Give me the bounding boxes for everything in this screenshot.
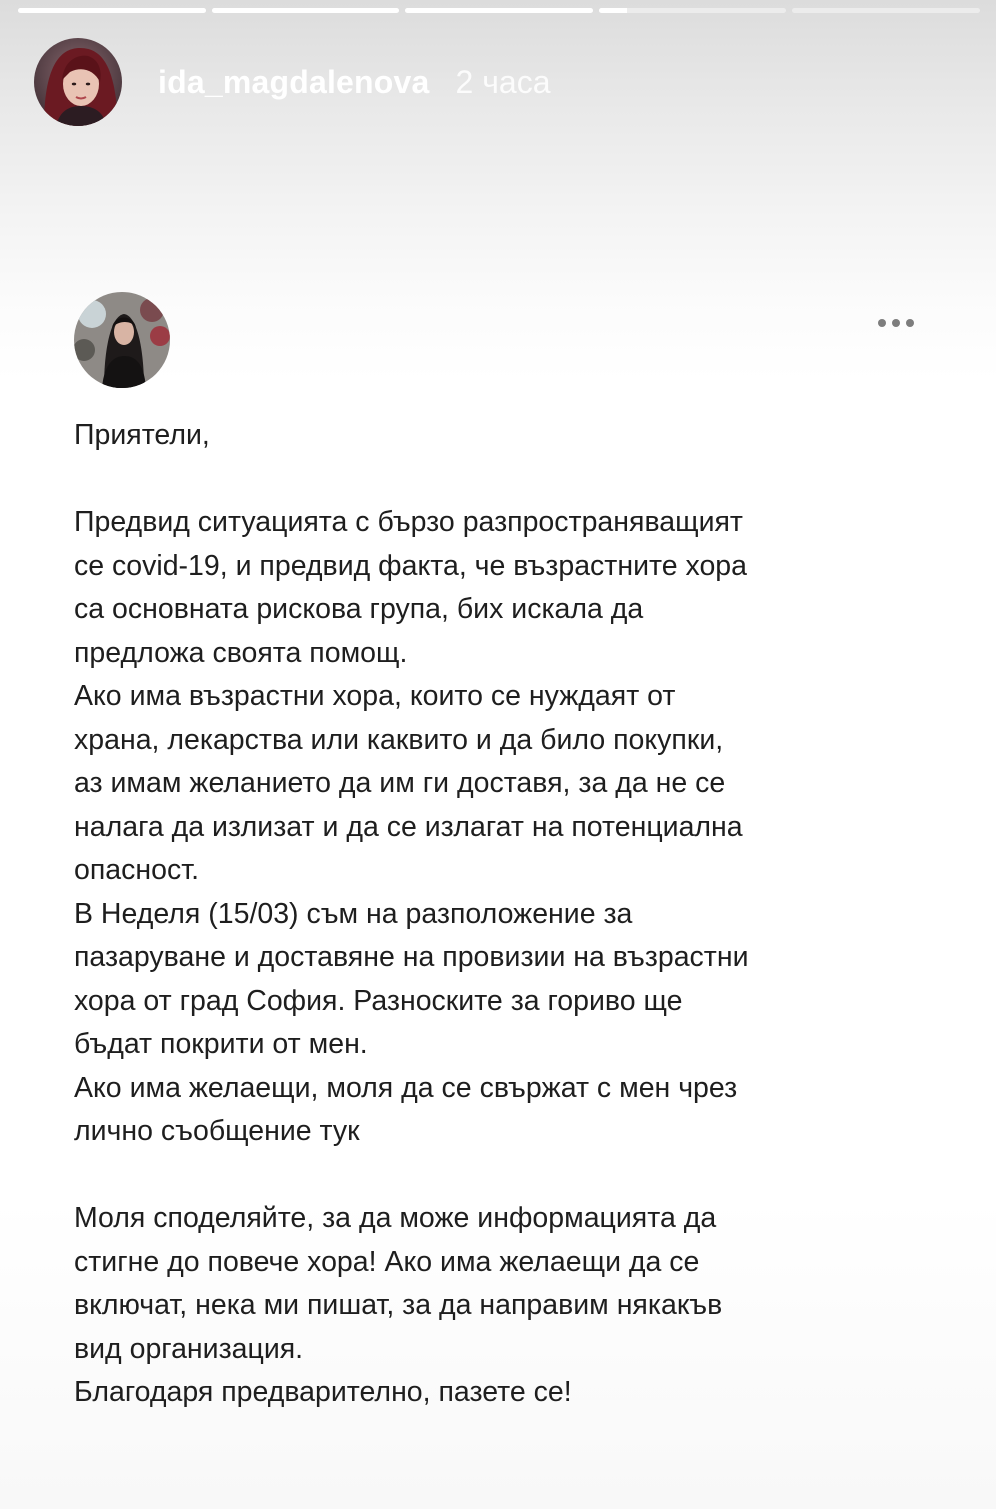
post-line: лично съобщение тук — [74, 1115, 360, 1147]
post-line: включат, нека ми пишат, за да направим някакъв — [74, 1289, 723, 1321]
post-line: Приятели, — [74, 419, 210, 451]
facebook-post — [74, 292, 924, 1415]
more-horizontal-icon[interactable] — [874, 312, 918, 334]
post-line: се covid-19, и предвид факта, че възрастните хора — [74, 549, 748, 582]
story-progress-segment — [599, 8, 787, 13]
post-line: храна, лекарства или каквито и да било покупки, — [74, 723, 724, 756]
post-text — [74, 414, 924, 1415]
story-progress-fill — [599, 8, 627, 13]
post-line: налага да излизат и да се излагат на потенциална — [74, 810, 743, 843]
post-author-avatar[interactable] — [74, 292, 170, 388]
post-line: са основната рискова група, бих искала да — [74, 593, 644, 625]
post-line: пазаруване и доставяне на провизии на възрастни — [74, 941, 749, 973]
post-line: В Неделя (15/03) съм на разположение за — [74, 897, 633, 930]
post-paragraph-gap — [74, 1154, 924, 1198]
post-line: вид организация. — [74, 1332, 304, 1365]
story-avatar[interactable] — [34, 38, 122, 126]
story-progress-fill — [18, 8, 206, 13]
post-line: предложа своята помощ. — [74, 636, 408, 669]
post-line: хора от град София. Разноските за гориво ще — [74, 984, 683, 1017]
post-line: Моля споделяйте, за да може информацията да — [74, 1202, 717, 1234]
post-line: опасност. — [74, 854, 200, 886]
story-progress-segment — [792, 8, 980, 13]
story-progress-fill — [405, 8, 593, 13]
post-line: Ако има желаещи, моля да се свържат с мен чрез — [74, 1071, 738, 1104]
story-progress-segment — [212, 8, 400, 13]
post-line: Предвид ситуацията с бързо разпространяващият — [74, 506, 743, 538]
story-progress-segment — [18, 8, 206, 13]
story-progress-bar — [18, 8, 980, 13]
story-timestamp: 2 часа — [455, 63, 551, 100]
profile-photo-icon — [74, 292, 170, 388]
story-username[interactable]: ida_magdalenova — [158, 63, 430, 100]
post-line: бъдат покрити от мен. — [74, 1028, 368, 1060]
post-line: стигне до повече хора! Ако има желаещи да се — [74, 1245, 700, 1278]
post-line: Благодаря предварително, пазете се! — [74, 1376, 572, 1408]
post-line: аз имам желанието да им ги доставя, за да не се — [74, 767, 726, 799]
post-line: Ако има възрастни хора, които се нуждаят от — [74, 680, 676, 712]
post-paragraph-gap — [74, 458, 924, 502]
story-header — [34, 38, 551, 126]
profile-photo-icon — [34, 38, 122, 126]
story-progress-segment — [405, 8, 593, 13]
story-progress-fill — [212, 8, 400, 13]
